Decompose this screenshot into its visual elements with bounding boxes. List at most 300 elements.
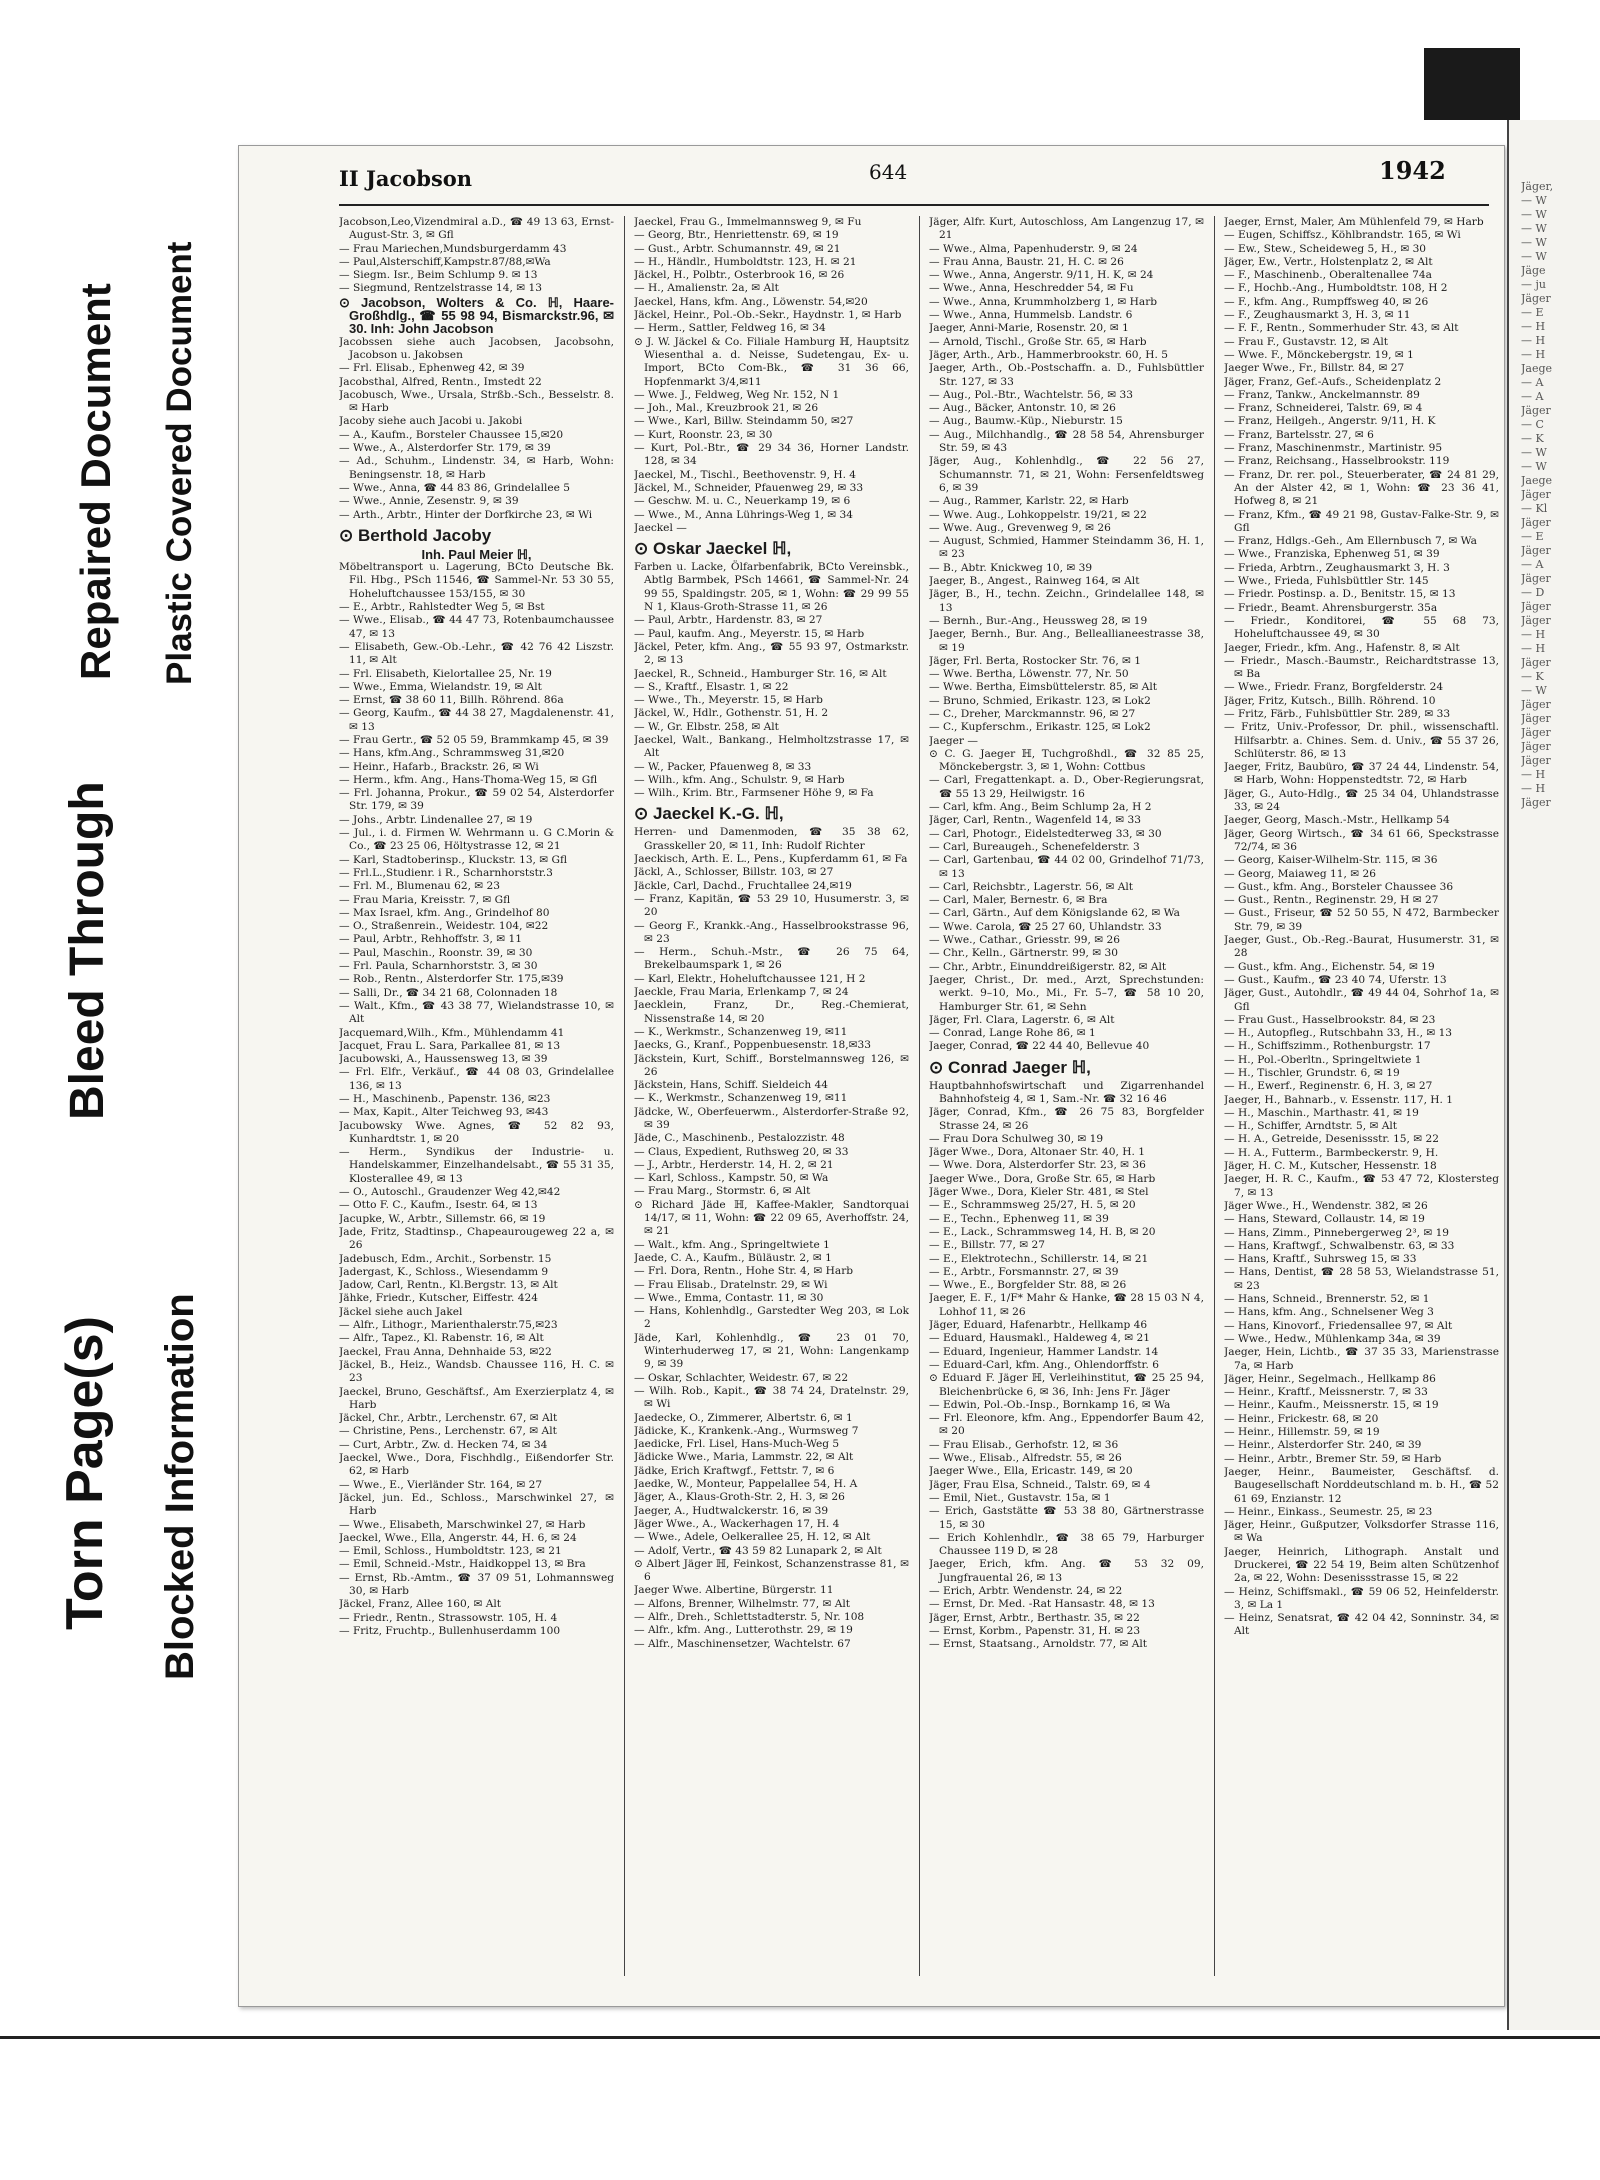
directory-entry: — Carl, Bureaugeh., Schenefelderstr. 3 — [929, 840, 1140, 853]
directory-entry: Jäckel, B., Heiz., Wandsb. Chaussee 116, H. C. ✉ 23 — [339, 1358, 614, 1385]
directory-entry: — Herm., Schuh.-Mstr., ☎ 26 75 64, Brekelbaumspark 1, ✉ 26 — [634, 946, 909, 972]
column-divider — [1214, 216, 1215, 1976]
directory-entry: — Erich Kohlenhdlr., ☎ 38 65 79, Harburger Chaussee 119 D, ✉ 28 — [929, 1531, 1204, 1558]
directory-entry: — Wwe., Karl, Billw. Steindamm 50, ✉27 — [634, 415, 854, 428]
directory-entry: Jäger Wwe., Dora, Kieler Str. 481, ✉ Stel — [929, 1186, 1149, 1199]
directory-entry: — Herm., kfm. Ang., Hans-Thoma-Weg 15, ✉ Gfl — [339, 773, 598, 786]
directory-entry: — Carl, Fregattenkapt. a. D., Ober-Regierungsrat, ☎ 55 13 29, Heilwigstr. 16 — [929, 774, 1204, 800]
directory-entry: — K., Werkmstr., Schanzenweg 19, ✉11 — [634, 1025, 848, 1038]
directory-entry: — Fritz, Univ.-Professor, Dr. phil., wissenschaftl. Hilfsarbtr. a. Chines. Sem. d. Univ., ☎ 55 37 26, Schlüterstr. 86, ✉ 13 — [1224, 721, 1499, 760]
directory-entry: — H., Autopfleg., Rutschbahn 33, H., ✉ 13 — [1224, 1027, 1453, 1040]
directory-entry: Jacquet, Frau L. Sara, Parkallee 81, ✉ 13 — [339, 1039, 561, 1052]
directory-entry: — Aug., Bäcker, Antonstr. 10, ✉ 26 — [929, 402, 1116, 415]
directory-entry: Jaedecke, O., Zimmerer, Albertstr. 6, ✉ 1 — [634, 1411, 853, 1424]
directory-entry: — Otto F. C., Kaufm., Isestr. 64, ✉ 13 — [339, 1199, 538, 1212]
directory-entry: — Eduard, Ingenieur, Hammer Landstr. 14 — [929, 1345, 1159, 1358]
directory-entry: — Carl, Maler, Bernestr. 6, ✉ Bra — [929, 894, 1108, 907]
directory-entry: Jäger, Frau Elsa, Schneid., Talstr. 69, ✉ 4 — [929, 1478, 1151, 1491]
directory-entry: — Frau Anna, Baustr. 21, H. C. ✉ 26 — [929, 255, 1124, 268]
directory-entry: — Heinz, Schiffsmakl., ☎ 59 06 52, Heinfelderstr. 3, ✉ La 1 — [1224, 1585, 1499, 1611]
directory-entry: Jaeckel, Wwe., Dora, Fischhdlg., Eißendorfer Str. 62, ✉ Harb — [339, 1452, 614, 1478]
directory-entry: — Wwe., E., Borgfelder Str. 88, ✉ 26 — [929, 1279, 1127, 1292]
directory-entry: — Wwe., Emma, Contastr. 11, ✉ 30 — [634, 1291, 824, 1304]
column-divider — [624, 216, 625, 1976]
directory-entry: — Frl. Elfr., Verkäuf., ☎ 44 08 03, Grindelallee 136, ✉ 13 — [339, 1066, 614, 1092]
directory-entry: Jäger, Georg Wirtsch., ☎ 34 61 66, Speckstrasse 72/74, ✉ 36 — [1224, 827, 1499, 853]
directory-entry: — F., Maschinenb., Oberaltenallee 74a — [1224, 269, 1432, 282]
directory-entry: Jaedicke, Frl. Lisel, Hans-Much-Weg 5 — [634, 1438, 840, 1451]
directory-entry: ⊙ Richard Jäde ℍ, Kaffee-Makler, Sandtorquai 14/17, ✉ 11, Wohn: ☎ 22 09 65, Averhoffstr. 24, ✉ 21 — [634, 1198, 909, 1238]
directory-entry: Jaeger, Friedr., kfm. Ang., Hafenstr. 8, ✉ Alt — [1224, 641, 1460, 654]
directory-entry: — E., Schrammsweg 25/27, H. 5, ✉ 20 — [929, 1199, 1136, 1212]
directory-entry: — Wwe. Bertha, Eimsbüttelerstr. 85, ✉ Alt — [929, 681, 1157, 694]
page-number: 644 — [869, 160, 908, 184]
directory-entry: Jaeger, Arth., Ob.-Postschaffn. a. D., Fuhlsbüttler Str. 127, ✉ 33 — [929, 362, 1204, 388]
directory-entry: — Heinr., Kraftf., Meissnerstr. 7, ✉ 33 — [1224, 1386, 1428, 1399]
directory-entry: — Heinr., Einkass., Seumestr. 25, ✉ 23 — [1224, 1505, 1433, 1518]
directory-entry: ⊙ Berthold Jacoby — [339, 525, 492, 545]
directory-entry: Jaeger, E. F., 1/F* Mahr & Hanke, ☎ 28 15 03 N 4, Lohhof 11, ✉ 26 — [929, 1292, 1204, 1318]
directory-entry: — Frl.L.,Studienr. i R., Scharnhorststr.3 — [339, 866, 553, 879]
directory-entry: Jacupke, W., Arbtr., Sillemstr. 66, ✉ 19 — [339, 1212, 546, 1225]
directory-entry: — Chr., Arbtr., Einunddreißigerstr. 82, ✉ Alt — [929, 960, 1167, 973]
directory-entry: — Joh., Mal., Kreuzbrook 21, ✉ 26 — [634, 402, 819, 415]
directory-entry: — Kurt, Roonstr. 23, ✉ 30 — [634, 428, 773, 441]
column-divider — [919, 216, 920, 1976]
directory-entry: Jäger, Franz, Gef.-Aufs., Scheidenplatz 2 — [1224, 375, 1442, 388]
directory-entry: ⊙ Jacobson, Wolters & Co. ℍ, Haare-Großhdlg., ☎ 55 98 94, Bismarckstr.96, ✉ 30. Inh: John Jacobson — [339, 294, 614, 337]
directory-entry: — Hans, Schneid., Brennerstr. 52, ✉ 1 — [1224, 1293, 1430, 1306]
directory-entry: — Hans, Steward, Collaustr. 14, ✉ 19 — [1224, 1213, 1425, 1226]
directory-entry: — Hans, kfm. Ang., Schnelsener Weg 3 — [1224, 1306, 1434, 1319]
directory-entry: — Emil, Schneid.-Mstr., Haidkoppel 13, ✉ Bra — [339, 1558, 586, 1571]
directory-entry: — Eduard, Hausmakl., Haldeweg 4, ✉ 21 — [929, 1332, 1150, 1345]
directory-entry: Jäger, Fritz, Kutsch., Billh. Röhrend. 10 — [1224, 694, 1436, 707]
directory-entry: — Bruno, Schmied, Erikastr. 123, ✉ Lok2 — [929, 694, 1151, 707]
directory-entry: — Herm., Syndikus der Industrie- u. Handelskammer, Einzelhandelsabt., ☎ 55 31 35, Klosterallee 49, ✉ 13 — [339, 1146, 614, 1185]
directory-entry: — Georg, Maiaweg 11, ✉ 26 — [1224, 867, 1376, 880]
directory-entry: — Frau Gertr., ☎ 52 05 59, Brammkamp 45, ✉ 39 — [339, 733, 609, 746]
directory-entry: — Arth., Arbtr., Hinter der Dorfkirche 23, ✉ Wi — [339, 508, 593, 521]
directory-entry: Inh. Paul Meier ℍ, — [421, 546, 532, 562]
directory-entry: — Franz, Reichsang., Hasselbrookstr. 119 — [1224, 455, 1450, 468]
directory-entry: Jacoby siehe auch Jacobi u. Jakobi — [339, 415, 523, 428]
directory-entry: — W., Gr. Elbstr. 258, ✉ Alt — [634, 720, 779, 733]
directory-entry: — Wwe., Elisab., Alfredstr. 55, ✉ 26 — [929, 1452, 1122, 1465]
directory-entry: — Alfr., Maschinensetzer, Wachtelstr. 67 — [634, 1637, 851, 1650]
directory-entry: — Emil, Schloss., Humboldtstr. 123, ✉ 21 — [339, 1545, 562, 1558]
directory-entry: — H., Schiffer, Arndtstr. 5, ✉ Alt — [1224, 1120, 1398, 1133]
directory-entry: — Wwe., Emma, Wielandstr. 19, ✉ Alt — [339, 680, 542, 693]
directory-entry: — Friedr., Beamt. Ahrensburgerstr. 35a — [1224, 601, 1438, 614]
directory-entry: — O., Autoschl., Graudenzer Weg 42,✉42 — [339, 1186, 561, 1199]
directory-entry: Jäger, Alfr. Kurt, Autoschloss, Am Langenzug 17, ✉ 21 — [929, 216, 1204, 242]
directory-entry: — Ew., Stew., Scheideweg 5, H., ✉ 30 — [1224, 242, 1427, 255]
directory-entry: — Wwe., Franziska, Ephenweg 51, ✉ 39 — [1224, 548, 1440, 561]
directory-entry: Jäckstein, Kurt, Schiff., Borstelmannsweg 126, ✉ 26 — [634, 1052, 909, 1078]
directory-entry: Jähke, Friedr., Kutscher, Eiffestr. 424 — [339, 1292, 538, 1305]
directory-entry: — Hans, Kinovorf., Friedensallee 97, ✉ Alt — [1224, 1319, 1453, 1332]
directory-entry: — Siegmund, Rentzelstrasse 14, ✉ 13 — [339, 282, 542, 295]
directory-entry: — Curt, Arbtr., Zw. d. Hecken 74, ✉ 34 — [339, 1438, 548, 1451]
directory-entry: — B., Abtr. Knickweg 10, ✉ 39 — [929, 561, 1093, 574]
directory-entry: Jäger, Conrad, Kfm., ☎ 26 75 83, Borgfelder Strasse 24, ✉ 26 — [929, 1106, 1204, 1132]
directory-entry: — August, Schmied, Hammer Steindamm 36, H. 1, ✉ 23 — [929, 535, 1204, 561]
directory-entry: — Ernst, Korbm., Papenstr. 31, H. ✉ 23 — [929, 1624, 1141, 1637]
directory-entry: Jädke, Erich Kraftwgf., Fettstr. 7, ✉ 6 — [634, 1464, 835, 1477]
directory-entry: Jäckel, jun. Ed., Schloss., Marschwinkel 27, ✉ Harb — [339, 1491, 614, 1518]
directory-entry: — Alfr., Tapez., Kl. Rabenstr. 16, ✉ Alt — [339, 1332, 544, 1345]
directory-entry: Jaeckel — — [634, 521, 687, 534]
directory-entry: — Frl. Eleonore, kfm. Ang., Eppendorfer Baum 42, ✉ 20 — [929, 1412, 1204, 1438]
directory-entry: — Alfr., Dreh., Schlettstadterstr. 5, Nr. 108 — [634, 1610, 865, 1623]
directory-entry: — Frau Dora Schulweg 30, ✉ 19 — [929, 1132, 1104, 1145]
directory-entry: — Erich, Gaststätte ☎ 53 38 80, Gärtnerstrasse 15, ✉ 30 — [929, 1505, 1204, 1531]
directory-entry: — Friedr. Postinsp. a. D., Benitstr. 15, ✉ 13 — [1224, 588, 1456, 601]
directory-entry: — F., Zeughausmarkt 3, H. 3, ✉ 11 — [1224, 309, 1411, 322]
directory-entry: — Friedr., Rentn., Strassowstr. 105, H. 4 — [339, 1611, 558, 1624]
directory-entry: Jacubowsky Wwe. Agnes, ☎ 52 82 93, Kunhardtstr. 1, ✉ 20 — [339, 1119, 614, 1145]
directory-entry: Jaeger, Fritz, Baubüro, ☎ 37 24 44, Lindenstr. 54, ✉ Harb, Wohn: Hoppenstedtstr. 72, ✉ Harb — [1224, 761, 1499, 787]
directory-entry: — Paul,Alsterschiff,Kampstr.87/88,✉Wa — [339, 255, 551, 268]
directory-entry: Jaeger, Erich, kfm. Ang. ☎ 53 32 09, Jungfrauental 26, ✉ 13 — [929, 1558, 1204, 1584]
directory-entry: — Frl. Johanna, Prokur., ☎ 59 02 54, Alsterdorfer Str. 179, ✉ 39 — [339, 787, 614, 813]
directory-entry: — Edwin, Pol.-Ob.-Insp., Bornkamp 16, ✉ Wa — [929, 1398, 1171, 1411]
directory-entry: — Arnold, Tischl., Große Str. 65, ✉ Harb — [929, 335, 1147, 348]
directory-entry: — Wwe. Aug., Grevenweg 9, ✉ 26 — [929, 521, 1111, 534]
directory-entry: — Aug., Rammer, Karlstr. 22, ✉ Harb — [929, 495, 1129, 508]
directory-entry: — Wwe. Dora, Alsterdorfer Str. 23, ✉ 36 — [929, 1159, 1146, 1172]
directory-entry: Jacubowski, A., Haussensweg 13, ✉ 39 — [339, 1053, 548, 1066]
directory-entry: ⊙ C. G. Jaeger ℍ, Tuchgroßhdl., ☎ 32 85 25, Mönckebergstr. 3, ✉ 1, Wohn: Cottbus — [929, 747, 1204, 774]
directory-entry: — Karl, Elektr., Hoheluftchaussee 121, H 2 — [634, 972, 866, 985]
directory-entry: — Franz, Dr. rer. pol., Steuerberater, ☎ 24 81 29, An der Alster 42, ✉ 1, Wohn: ☎ 23 36 41, Hofweg 8, ✉ 21 — [1224, 468, 1499, 508]
directory-entry: — Franz, Schneiderei, Talstr. 69, ✉ 4 — [1224, 402, 1423, 415]
directory-entry: — Christine, Pens., Lerchenstr. 67, ✉ Alt — [339, 1425, 557, 1438]
directory-entry: Jäckel, H., Polbtr., Osterbrook 16, ✉ 26 — [634, 269, 845, 282]
directory-entry: — Franz, Heilgeh., Angerstr. 9/11, H. K — [1224, 415, 1436, 428]
directory-entry: — Wwe. Bertha, Löwenstr. 77, Nr. 50 — [929, 668, 1129, 681]
directory-entry: — Wwe., Cathar., Griesstr. 99, ✉ 26 — [929, 934, 1120, 947]
directory-entry: — Ad., Schuhm., Lindenstr. 34, ✉ Harb, Wohn: Beningsenstr. 18, ✉ Harb — [339, 455, 614, 481]
directory-entry: — Emil, Niet., Gustavstr. 15a, ✉ 1 — [929, 1491, 1111, 1504]
directory-entry: Jaeger, Heinr., Baumeister, Geschäftsf. d. Baugesellschaft Norddeutschland m. b. H., ☎ 52 61 69, Enzianstr. 12 — [1224, 1465, 1499, 1505]
directory-entry: — Wwe., Hedw., Mühlenkamp 34a, ✉ 39 — [1224, 1332, 1441, 1345]
directory-entry: — Hans, Kraftwgf., Schwalbenstr. 63, ✉ 33 — [1224, 1239, 1455, 1252]
directory-entry: — Oskar, Schlachter, Weidestr. 67, ✉ 22 — [634, 1371, 849, 1384]
directory-entry: — C., Dreher, Marckmannstr. 96, ✉ 27 — [929, 707, 1136, 720]
directory-page — [238, 145, 1505, 2007]
directory-entry: — Friedr., Konditorei, ☎ 55 68 73, Hoheluftchaussee 49, ✉ 30 — [1224, 614, 1499, 641]
directory-entry: — Heinr., Alsterdorfer Str. 240, ✉ 39 — [1224, 1439, 1422, 1452]
directory-entry: — Wwe., Elisab., ☎ 44 47 73, Rotenbaumchaussee 47, ✉ 13 — [339, 614, 614, 640]
directory-entry: — Bernh., Bur.-Ang., Heussweg 28, ✉ 19 — [929, 614, 1148, 627]
directory-entry: Jädicke, K., Krankenk.-Ang., Wurmsweg 7 — [634, 1424, 859, 1437]
directory-entry: ⊙ Jaeckel K.-G. ℍ, — [634, 804, 784, 824]
directory-entry: — H., Schiffszimm., Rothenburgstr. 17 — [1224, 1040, 1431, 1053]
directory-entry: Jaeger, Ernst, Maler, Am Mühlenfeld 79, ✉ Harb — [1224, 216, 1484, 228]
directory-entry: Jäckel, Franz, Allee 160, ✉ Alt — [339, 1598, 502, 1611]
directory-entry: — Heinr., Hafarb., Brackstr. 26, ✉ Wi — [339, 760, 539, 773]
directory-entry: Jaeger, Anni-Marie, Rosenstr. 20, ✉ 1 — [929, 322, 1129, 335]
directory-entry: Jaeger, Conrad, ☎ 22 44 40, Bellevue 40 — [929, 1040, 1150, 1053]
directory-entry: — Eduard-Carl, kfm. Ang., Ohlendorffstr. 6 — [929, 1358, 1159, 1371]
annotation-bleed-through: Bleed Through — [61, 781, 114, 1120]
directory-entry: — Wwe., Anna, Heschredder 54, ✉ Fu — [929, 282, 1134, 295]
directory-entry: — O., Straßenrein., Weidestr. 104, ✉22 — [339, 920, 549, 933]
directory-entry: — Carl, Reichsbtr., Lagerstr. 56, ✉ Alt — [929, 880, 1133, 893]
directory-entry: — Franz, Hdlgs.-Geh., Am Ellernbusch 7, ✉ Wa — [1224, 535, 1477, 548]
directory-entry: — Max Israel, kfm. Ang., Grindelhof 80 — [339, 906, 550, 919]
directory-entry: — H., Tischler, Grundstr. 6, ✉ 19 — [1224, 1067, 1400, 1079]
year-label: 1942 — [1379, 156, 1446, 185]
directory-entry: — Wilh. Rob., Kapit., ☎ 38 74 24, Dratelnstr. 29, ✉ Wi — [634, 1384, 909, 1411]
directory-entry: — Fritz, Färb., Fuhlsbüttler Str. 289, ✉ 33 — [1224, 707, 1451, 720]
directory-entry: — J., Arbtr., Herderstr. 14, H. 2, ✉ 21 — [634, 1158, 834, 1171]
directory-entry: — Claus, Expedient, Ruthsweg 20, ✉ 33 — [634, 1145, 849, 1158]
directory-entry: — Walt., Kfm., ☎ 43 38 77, Wielandstrasse 10, ✉ Alt — [339, 999, 614, 1026]
directory-column-2 — [634, 216, 909, 1976]
directory-entry: Jäger Wwe., Dora, Altonaer Str. 40, H. 1 — [929, 1146, 1145, 1159]
directory-entry: — E., Billstr. 77, ✉ 27 — [929, 1239, 1046, 1252]
directory-entry: — Ernst, Dr. Med. -Rat Hansastr. 48, ✉ 13 — [929, 1598, 1155, 1611]
directory-entry: Jaeger, H. R. C., Kaufm., ☎ 53 47 72, Klostersteg 7, ✉ 13 — [1224, 1173, 1499, 1199]
directory-entry: Jäger, B., H., techn. Zeichn., Grindelallee 148, ✉ 13 — [929, 588, 1204, 614]
directory-entry: ⊙ Albert Jäger ℍ, Feinkost, Schanzenstrasse 81, ✉ 6 — [634, 1557, 909, 1584]
adjacent-page-edge — [1507, 120, 1600, 2030]
directory-entry: — Chr., Kelln., Gärtnerstr. 99, ✉ 30 — [929, 947, 1119, 960]
directory-entry: — H., Amalienstr. 2a, ✉ Alt — [634, 282, 779, 295]
directory-entry: — F. F., Rentn., Sommerhuder Str. 43, ✉ Alt — [1224, 322, 1459, 335]
directory-entry: Jäde, Karl, Kohlenhdlg., ☎ 23 01 70, Winterhuderweg 17, ✉ 21, Wohn: Langenkamp 9, ✉ 39 — [634, 1331, 909, 1371]
directory-entry: Jaeckel, Wwe., Ella, Angerstr. 44, H. 6, ✉ 24 — [339, 1531, 577, 1544]
directory-entry: Jaedke, W., Monteur, Pappelallee 54, H. A — [634, 1478, 858, 1491]
directory-entry: — S., Kraftf., Elsastr. 1, ✉ 22 — [634, 680, 789, 693]
directory-entry: Jacobsthal, Alfred, Rentn., Imstedt 22 — [339, 375, 542, 388]
directory-entry: Jaeger, H., Bahnarb., v. Essenstr. 117, H. 1 — [1224, 1093, 1454, 1106]
directory-entry: — Wwe., Th., Meyerstr. 15, ✉ Harb — [634, 694, 823, 707]
directory-entry: — Franz, Bartelsstr. 27, ✉ 6 — [1224, 428, 1374, 441]
directory-entry: — Adolf, Vertr., ☎ 43 59 82 Lunapark 2, ✉ Alt — [634, 1544, 882, 1557]
bottom-margin — [0, 2036, 1600, 2180]
directory-entry: — Alfons, Brenner, Wilhelmstr. 77, ✉ Alt — [634, 1597, 851, 1610]
directory-entry: Jaecklein, Franz, Dr., Reg.-Chemierat, Nissenstraße 14, ✉ 20 — [634, 999, 909, 1025]
directory-entry: Jäde, C., Maschinenb., Pestalozzistr. 48 — [634, 1132, 845, 1145]
directory-entry: Jaeger, Georg, Masch.-Mstr., Hellkamp 54 — [1224, 814, 1450, 827]
directory-entry: — Salli, Dr., ☎ 34 21 68, Colonnaden 18 — [339, 986, 558, 999]
directory-entry: — Johs., Arbtr. Lindenallee 27, ✉ 19 — [339, 813, 533, 826]
directory-entry: — Conrad, Lange Rohe 86, ✉ 1 — [929, 1027, 1096, 1040]
directory-entry: — Frl. Dora, Rentn., Hohe Str. 4, ✉ Harb — [634, 1265, 854, 1278]
directory-entry: — Wwe., Anna, Angerstr. 9/11, H. K, ✉ 24 — [929, 269, 1154, 282]
directory-entry: — Gust., Arbtr. Schumannstr. 49, ✉ 21 — [634, 242, 841, 255]
directory-entry: — Carl, Photogr., Eidelstedterweg 33, ✉ 30 — [929, 827, 1162, 840]
directory-entry: — H. A., Getreide, Desenissstr. 15, ✉ 22 — [1224, 1133, 1440, 1146]
directory-entry: ⊙ J. W. Jäckel & Co. Filiale Hamburg ℍ, Hauptsitz Wiesenthal a. d. Neisse, Sudetengau, Ex- u. Import, BCto Com-Bk., ☎ 31 36 66, Hopfenmarkt 3/4,✉11 — [634, 335, 909, 388]
directory-entry: — Wwe., Anna, Krummholzberg 1, ✉ Harb — [929, 295, 1158, 308]
directory-entry: — Ernst, ☎ 38 60 11, Billh. Röhrend. 86a — [339, 694, 564, 707]
directory-entry: — Karl, Stadtoberinsp., Kluckstr. 13, ✉ Gfl — [339, 853, 568, 866]
directory-column-3 — [929, 216, 1204, 1976]
directory-entry: — E., Arbtr., Rahlstedter Weg 5, ✉ Bst — [339, 601, 545, 614]
directory-entry: — Wwe. J., Feldweg, Weg Nr. 152, N 1 — [634, 388, 840, 401]
directory-entry: — Eugen, Schiffsz., Köhlbrandstr. 165, ✉ Wi — [1224, 229, 1461, 242]
directory-entry: — Wwe., Alma, Papenhuderstr. 9, ✉ 24 — [929, 242, 1138, 255]
directory-entry: — Heinr., Kaufm., Meissnerstr. 15, ✉ 19 — [1224, 1399, 1439, 1412]
directory-entry: — Hans, Kraftf., Suhrsweg 15, ✉ 33 — [1224, 1253, 1417, 1266]
directory-entry: Jäger, H. C. M., Kutscher, Hessenstr. 18 — [1224, 1160, 1437, 1173]
directory-entry: — E., Arbtr., Forsmannstr. 27, ✉ 39 — [929, 1265, 1119, 1278]
directory-entry: — Franz, Tankw., Anckelmannstr. 89 — [1224, 388, 1420, 401]
directory-entry: — Aug., Pol.-Btr., Wachtelstr. 56, ✉ 33 — [929, 388, 1133, 401]
directory-entry: Jacobson,Leo,Vizendmiral a.D., ☎ 49 13 63, Ernst-August-Str. 3, ✉ Gfl — [339, 216, 614, 242]
header-rule — [339, 204, 1489, 206]
directory-entry: — K., Werkmstr., Schanzenweg 19, ✉11 — [634, 1092, 848, 1105]
directory-entry: Jäckel, M., Schneider, Pfauenweg 29, ✉ 33 — [634, 481, 864, 494]
directory-entry: Jaeckel, R., Schneid., Hamburger Str. 16, ✉ Alt — [634, 667, 887, 680]
directory-entry: Jäger, G., Auto-Hdlg., ☎ 25 34 04, Uhlandstrasse 33, ✉ 24 — [1224, 787, 1499, 814]
directory-entry: Möbeltransport u. Lagerung, BCto Deutsche Bk. Fil. Hbg., PSch 11546, ☎ Sammel-Nr. 53 30 55, Hoheluftchaussee 153/155, ✉ 30 — [339, 561, 614, 600]
adjacent-page-text: Jäger, — W — W — W — W — W Jäge — ju Jäger — E — H — H — H Jaege — A — A Jäger — C — K — W — W Jaege Jäger — Kl Jäger — E Jäger — A Jäger — D Jäger Jäger — H — H Jäger — K — W Jäger Jäger Jäger Jäger Jäger — H — H Jäger — [1521, 180, 1554, 809]
directory-entry: — F., kfm. Ang., Rumpffsweg 40, ✉ 26 — [1224, 295, 1429, 308]
directory-entry: — Wwe. Carola, ☎ 25 27 60, Uhlandstr. 33 — [929, 920, 1162, 933]
directory-entry: Jäckel siehe auch Jakel — [339, 1305, 463, 1318]
directory-entry: — Frau Maria, Kreisstr. 7, ✉ Gfl — [339, 893, 511, 906]
directory-entry: — Frau Elisab., Gerhofstr. 12, ✉ 36 — [929, 1438, 1119, 1451]
directory-entry: — Aug., Baumw.-Küp., Nieburstr. 15 — [929, 415, 1123, 428]
directory-entry: Jaeckel, Frau Anna, Dehnhaide 53, ✉22 — [339, 1345, 552, 1358]
directory-entry: Jäger, Frl. Clara, Lagerstr. 6, ✉ Alt — [929, 1013, 1115, 1026]
directory-entry: Jacquemard,Wilh., Kfm., Mühlendamm 41 — [339, 1026, 565, 1039]
directory-entry: Jaeger, Bernh., Bur. Ang., Belleallianeestrasse 38, ✉ 19 — [929, 628, 1204, 654]
directory-entry: Jäger, A., Klaus-Groth-Str. 2, H. 3, ✉ 26 — [634, 1491, 845, 1504]
directory-entry: — Geschw. M. u. C., Neuerkamp 19, ✉ 6 — [634, 495, 851, 508]
directory-entry: — E., Techn., Ephenweg 11, ✉ 39 — [929, 1212, 1109, 1225]
directory-entry: Jadergast, K., Schloss., Wiesendamm 9 — [339, 1265, 549, 1278]
directory-entry: — Max, Kapit., Alter Teichweg 93, ✉43 — [339, 1106, 549, 1119]
directory-entry: Jaeger Wwe., Dora, Große Str. 65, ✉ Harb — [929, 1172, 1156, 1185]
directory-entry: Jäger, Arth., Arb., Hammerbrookstr. 60, H. 5 — [929, 348, 1168, 361]
directory-entry: — Paul, Maschin., Roonstr. 39, ✉ 30 — [339, 946, 533, 959]
directory-entry: — Franz, Maschinenmstr., Martinistr. 95 — [1224, 442, 1443, 455]
directory-entry: — Hans, Dentist, ☎ 28 58 53, Wielandstrasse 51, ✉ 23 — [1224, 1266, 1499, 1292]
directory-entry: Jädicke Wwe., Maria, Lammstr. 22, ✉ Alt — [634, 1451, 854, 1464]
directory-entry: — Aug., Milchhandlg., ☎ 28 58 54, Ahrensburger Str. 59, ✉ 43 — [929, 428, 1204, 455]
directory-entry: — Carl, kfm. Ang., Beim Schlump 2a, H 2 — [929, 801, 1152, 814]
directory-entry: — C., Kupferschm., Erikastr. 125, ✉ Lok2 — [929, 721, 1151, 734]
directory-entry: — Wilh., kfm. Ang., Schulstr. 9, ✉ Harb — [634, 773, 845, 786]
annotation-blocked-information: Blocked Information — [158, 1293, 202, 1680]
directory-entry: — Karl, Schloss., Kampstr. 50, ✉ Wa — [634, 1172, 829, 1185]
directory-entry: Jäger, Gust., Autohdlr., ☎ 49 44 04, Sohrhof 1a, ✉ Gfl — [1224, 987, 1499, 1013]
directory-entry: Jaecks, G., Kranf., Poppenbuesenstr. 18,✉33 — [634, 1039, 871, 1052]
directory-entry: — A., Kaufm., Borsteler Chaussee 15,✉20 — [339, 428, 564, 441]
directory-entry: — Georg, Kaufm., ☎ 44 38 27, Magdalenenstr. 41, ✉ 13 — [339, 707, 614, 733]
directory-entry: Jäger Wwe., A., Wackerhagen 17, H. 4 — [634, 1517, 840, 1530]
directory-entry: Jaeger — — [929, 734, 978, 747]
directory-entry: Jadow, Carl, Rentn., Kl.Bergstr. 13, ✉ Alt — [339, 1279, 558, 1292]
directory-entry: Jaeger, B., Angest., Rainweg 164, ✉ Alt — [929, 575, 1140, 588]
directory-entry: — Alfr., kfm. Ang., Lutterothstr. 29, ✉ 19 — [634, 1624, 853, 1637]
directory-entry: — Gust., Friseur, ☎ 52 50 55, N 472, Barmbecker Str. 79, ✉ 39 — [1224, 907, 1499, 933]
directory-entry: Jäger, Frl. Berta, Rostocker Str. 76, ✉ 1 — [929, 654, 1142, 667]
directory-entry: Herren- und Damenmoden, ☎ 35 38 62, Grasskeller 20, ✉ 11, Inh: Rudolf Richter — [634, 826, 909, 852]
directory-entry: — Wwe., Anna, Hummelsb. Landstr. 6 — [929, 309, 1133, 322]
directory-entry: Jäger, Eduard, Hafenarbtr., Hellkamp 46 — [929, 1319, 1148, 1332]
directory-entry: — Fritz, Fruchtp., Bullenhuserdamm 100 — [339, 1624, 561, 1637]
directory-entry: — E., Lack., Schrammsweg 14, H. B, ✉ 20 — [929, 1225, 1156, 1238]
directory-entry: Jäger, Aug., Kohlenhdlg., ☎ 22 56 27, Schumannstr. 71, ✉ 21, Wohn: Fersenfeldtsweg 6, ✉ 39 — [929, 455, 1204, 494]
directory-entry: — Frau F., Gustavstr. 12, ✉ Alt — [1224, 335, 1389, 348]
directory-entry: — H., Pol.-Oberltn., Springeltwiete 1 — [1224, 1053, 1422, 1066]
directory-entry: — Frau Gust., Hasselbrookstr. 84, ✉ 23 — [1224, 1013, 1436, 1026]
directory-entry: — Wwe., Annie, Zesenstr. 9, ✉ 39 — [339, 495, 519, 508]
directory-entry: — Wwe., M., Anna Lührings-Weg 1, ✉ 34 — [634, 508, 854, 521]
directory-entry: — Friedr., Masch.-Baumstr., Reichardtstrasse 13, ✉ Ba — [1224, 654, 1499, 681]
directory-entry: — Frau Mariechen,Mundsburgerdamm 43 — [339, 242, 567, 255]
directory-entry: Jäger, Carl, Rentn., Wagenfeld 14, ✉ 33 — [929, 814, 1141, 827]
directory-entry: Jaeckisch, Arth. E. L., Pens., Kupferdamm 61, ✉ Fa — [634, 853, 908, 866]
directory-entry: ⊙ Oskar Jaeckel ℍ, — [634, 539, 792, 559]
directory-entry: Jacobusch, Wwe., Ursala, Strßb.-Sch., Besselstr. 8. ✉ Harb — [339, 388, 614, 415]
directory-entry: — Elisabeth, Gew.-Ob.-Lehr., ☎ 42 76 42 Liszstr. 11, ✉ Alt — [339, 640, 614, 667]
directory-entry: Jäckle, Carl, Dachd., Fruchtallee 24,✉19 — [634, 879, 852, 892]
directory-entry: Jädcke, W., Oberfeuerwm., Alsterdorfer-Straße 92, ✉ 39 — [634, 1105, 909, 1131]
directory-entry: — Paul, Arbtr., Hardenstr. 83, ✉ 27 — [634, 614, 823, 627]
directory-entry: Jaeckel, Frau G., Immelmannsweg 9, ✉ Fu — [634, 216, 862, 228]
directory-entry: — E., Elektrotechn., Schillerstr. 14, ✉ 21 — [929, 1252, 1149, 1265]
directory-entry: — H., Händlr., Humboldtstr. 123, H. ✉ 21 — [634, 255, 857, 268]
directory-entry: — Wwe., A., Alsterdorfer Str. 179, ✉ 39 — [339, 442, 551, 455]
black-scan-edge — [1424, 48, 1520, 120]
directory-entry: — Herm., Sattler, Feldweg 16, ✉ 34 — [634, 322, 826, 335]
directory-entry: — Franz, Kfm., ☎ 49 21 98, Gustav-Falke-Str. 9, ✉ Gfl — [1224, 508, 1499, 534]
directory-entry: — Walt., kfm. Ang., Springeltwiete 1 — [634, 1238, 830, 1251]
directory-entry: Jaeger Wwe., Ella, Ericastr. 149, ✉ 20 — [929, 1465, 1133, 1478]
directory-entry: Jäckel, Peter, kfm. Ang., ☎ 55 93 97, Ostmarkstr. 2, ✉ 13 — [634, 640, 909, 667]
directory-entry: — Carl, Gartenbau, ☎ 44 02 00, Grindelhof 71/73, ✉ 13 — [929, 854, 1204, 880]
directory-entry: — Wwe., E., Vierländer Str. 164, ✉ 27 — [339, 1478, 543, 1491]
directory-entry: — Georg F., Krankk.-Ang., Hasselbrookstrasse 96, ✉ 23 — [634, 919, 909, 945]
directory-entry: Jade, Fritz, Stadtinsp., Chapeaurougeweg 22 a, ✉ 26 — [339, 1225, 614, 1252]
directory-entry: — Gust., kfm. Ang., Eichenstr. 54, ✉ 19 — [1224, 960, 1435, 973]
directory-entry: Jäckel, Chr., Arbtr., Lerchenstr. 67, ✉ Alt — [339, 1412, 558, 1425]
directory-entry: — Wilh., Krim. Btr., Farmsener Höhe 9, ✉ Fa — [634, 787, 874, 800]
directory-entry: — Jul., i. d. Firmen W. Wehrmann u. G C.Morin & Co., ☎ 23 25 06, Höltystrasse 12, ✉ 21 — [339, 827, 614, 853]
directory-entry: — Hans, Zimm., Pinnebergerweg 2³, ✉ 19 — [1224, 1226, 1450, 1239]
directory-entry: Jaeger Wwe., Fr., Billstr. 84, ✉ 27 — [1224, 362, 1405, 375]
directory-entry: Jäckel, W., Hdlr., Gothenstr. 51, H. 2 — [634, 707, 829, 720]
directory-entry: — Paul, Arbtr., Rehhoffstr. 3, ✉ 11 — [339, 933, 522, 946]
directory-entry: — Paul, kaufm. Ang., Meyerstr. 15, ✉ Harb — [634, 627, 865, 640]
directory-entry: — Wwe. F., Mönckebergstr. 19, ✉ 1 — [1224, 348, 1414, 361]
directory-entry: — Heinr., Arbtr., Bremer Str. 59, ✉ Harb — [1224, 1452, 1442, 1465]
directory-entry: — Gust., Kaufm., ☎ 23 40 74, Uferstr. 13 — [1224, 973, 1447, 986]
directory-entry: Jaeckel, Walt., Bankang., Helmholtzstrasse 17, ✉ Alt — [634, 733, 909, 760]
directory-entry: — Georg, Kaiser-Wilhelm-Str. 115, ✉ 36 — [1224, 854, 1438, 867]
directory-entry: — Wwe., Frieda, Fuhlsbüttler Str. 145 — [1224, 575, 1429, 588]
directory-entry: — Frau Elisab., Dratelnstr. 29, ✉ Wi — [634, 1278, 828, 1291]
directory-entry: Jäckel, Heinr., Pol.-Ob.-Sekr., Haydnstr. 1, ✉ Harb — [634, 309, 902, 322]
directory-entry: — Heinz, Senatsrat, ☎ 42 04 42, Sonninstr. 34, ✉ Alt — [1224, 1612, 1499, 1638]
annotation-plastic-covered: Plastic Covered Document — [160, 241, 199, 685]
directory-entry: — Ernst, Rb.-Amtm., ☎ 37 09 51, Lohmannsweg 30, ✉ Harb — [339, 1571, 614, 1597]
directory-entry: — H., Maschinenb., Papenstr. 136, ✉23 — [339, 1093, 551, 1105]
directory-entry: — Frl. M., Blumenau 62, ✉ 23 — [339, 880, 501, 893]
directory-entry: Jäger, Heinr., Gußputzer, Volksdorfer Strasse 116, ✉ Wa — [1224, 1519, 1499, 1545]
directory-entry: Jäger, Ernst, Arbtr., Berthastr. 35, ✉ 22 — [929, 1611, 1140, 1624]
directory-entry: — Frieda, Arbtrn., Zeughausmarkt 3, H. 3 — [1224, 561, 1450, 574]
